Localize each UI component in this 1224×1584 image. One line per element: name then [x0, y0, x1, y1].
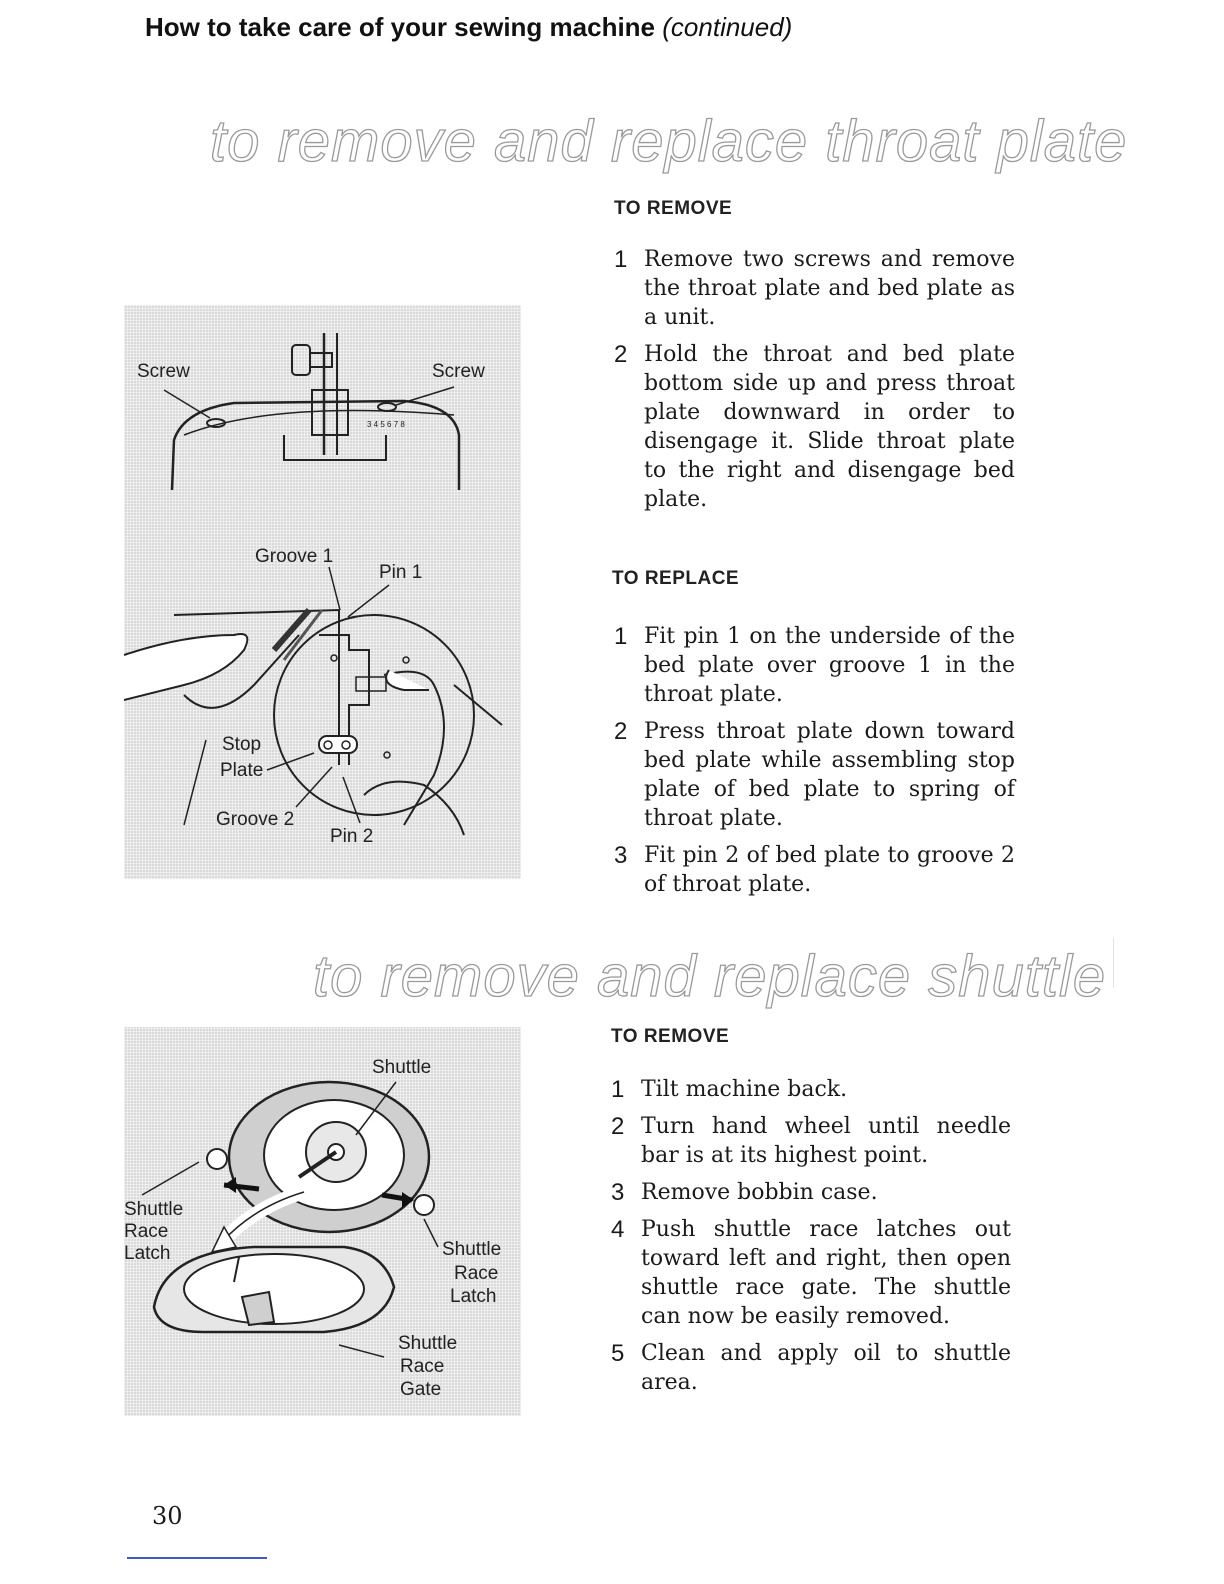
label-pin-2: Pin 2	[330, 826, 374, 847]
right-hand	[384, 672, 444, 825]
list-item: 3 Fit pin 2 of bed plate to groove 2 of throat plate.	[614, 842, 1015, 897]
list-item: 1 Remove two screws and remove the throat plate and bed plate as a unit.	[614, 246, 1015, 330]
throat-plate-illustration	[124, 305, 521, 879]
section-title-shuttle: to remove and replace shuttle	[313, 944, 1107, 1009]
throat-plate-figure	[124, 305, 521, 879]
throat-remove-heading: TO REMOVE	[614, 198, 733, 219]
label-groove-1: Groove 1	[255, 546, 334, 567]
list-item: 4 Push shuttle race latches out toward left and right, then open shuttle race gate. The shuttle can now be easily removed.	[611, 1216, 1011, 1329]
thread-guide	[292, 345, 310, 375]
presser-foot	[312, 390, 348, 435]
throat-plate-opening	[284, 435, 386, 460]
label-stop: Stop	[222, 734, 262, 755]
list-item: 1 Fit pin 1 on the underside of the bed plate over groove 1 in the throat plate.	[614, 623, 1015, 707]
label-latch-right-2: Race	[454, 1263, 499, 1284]
machine-bed-outline	[172, 401, 459, 490]
header-continued: (continued)	[662, 12, 793, 42]
label-latch-left-2: Race	[124, 1221, 169, 1242]
section-title-throat-plate: to remove and replace throat plate	[210, 109, 1128, 174]
throat-remove-steps	[614, 245, 1015, 522]
list-item: 3 Remove bobbin case.	[611, 1179, 878, 1206]
page-header	[145, 12, 792, 43]
label-screw-left: Screw	[137, 361, 190, 382]
label-latch-right-1: Shuttle	[442, 1239, 502, 1260]
screw-left-pointer	[164, 390, 210, 418]
label-gate-1: Shuttle	[398, 1333, 458, 1354]
shuttle-remove-steps	[611, 1075, 1011, 1405]
header-title: How to take care of your sewing machine	[145, 12, 656, 42]
label-gate-2: Race	[400, 1356, 445, 1377]
throat-replace-steps	[614, 622, 1015, 907]
list-item: 1 Tilt machine back.	[611, 1076, 848, 1103]
label-latch-left-1: Shuttle	[124, 1199, 184, 1220]
shuttle-remove-heading: TO REMOVE	[611, 1026, 730, 1047]
list-item: 2 Press throat plate down toward bed plate while assembling stop plate of bed plate to spring of throat plate.	[614, 718, 1015, 831]
label-latch-left-3: Latch	[124, 1243, 171, 1264]
right-latch-icon	[414, 1195, 434, 1215]
screw-right-icon	[378, 403, 396, 411]
label-plate: Plate	[220, 760, 264, 781]
left-hand	[124, 634, 247, 700]
page-number: 30	[152, 1502, 183, 1530]
footer-rule	[127, 1557, 267, 1559]
list-item: 2 Turn hand wheel until needle bar is at its highest point.	[611, 1113, 1011, 1168]
label-latch-right-3: Latch	[450, 1286, 497, 1307]
left-latch-icon	[207, 1149, 227, 1169]
label-screw-right: Screw	[432, 361, 485, 382]
label-shuttle: Shuttle	[372, 1057, 432, 1078]
screw-right-pointer	[396, 387, 454, 405]
margin-mark	[1113, 938, 1114, 988]
label-groove-2: Groove 2	[216, 809, 295, 830]
shuttle-illustration	[124, 1027, 521, 1416]
list-item: 2 Hold the throat and bed plate bottom side up and press throat plate downward in order to disengage it. Slide throat plate to the right and disengage bed plate.	[614, 341, 1015, 512]
shuttle-figure	[124, 1027, 521, 1416]
label-pin-1: Pin 1	[379, 562, 423, 583]
label-gate-3: Gate	[400, 1379, 442, 1400]
list-item: 5 Clean and apply oil to shuttle area.	[611, 1340, 1011, 1395]
throat-replace-heading: TO REPLACE	[612, 568, 740, 589]
seam-guide-scale: 3 4 5 6 7 8	[367, 420, 405, 429]
